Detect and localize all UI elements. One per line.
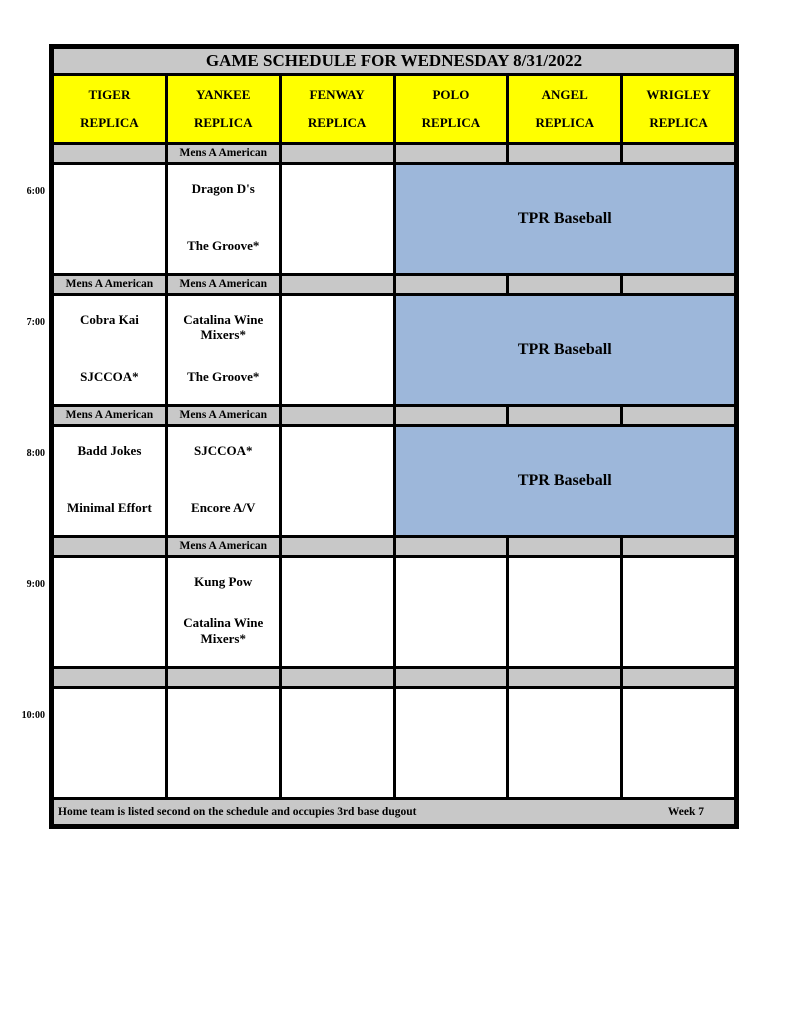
week-label: Week 7 <box>667 806 704 818</box>
time-label-6: 6:00 <box>26 186 45 197</box>
division-band-cell <box>54 669 165 686</box>
away-team: Cobra Kai <box>79 312 139 327</box>
game-cell-900-angel <box>509 558 620 666</box>
game-cell-900-polo <box>396 558 507 666</box>
division-band-cell: Mens A American <box>54 276 165 293</box>
game-cell-800-tiger <box>54 427 165 535</box>
footer-note: Home team is listed second on the schedule and occupies 3rd base dugout <box>58 806 417 818</box>
game-cell-900-yankee <box>168 558 279 666</box>
division-band-cell <box>509 276 620 293</box>
home-team: Encore A/V <box>191 499 256 515</box>
division-band-cell <box>54 145 165 162</box>
column-header-line2: REPLICA <box>307 115 367 130</box>
home-team: Catalina Wine Mixers* <box>183 615 264 646</box>
game-cell-1000-polo <box>396 689 507 797</box>
column-header-line1: WRIGLEY <box>646 87 711 102</box>
away-team: Dragon D's <box>191 181 255 196</box>
division-band-cell <box>509 669 620 686</box>
division-band-cell: Mens A American <box>168 407 279 424</box>
column-header-line2: REPLICA <box>535 115 594 130</box>
tpr-baseball-block-600: TPR Baseball <box>396 165 735 273</box>
home-team: The Groove* <box>187 237 260 253</box>
away-team: Catalina Wine Mixers* <box>183 312 264 343</box>
game-cell-1000-wrigley <box>623 689 734 797</box>
game-cell-800-fenway <box>282 427 393 535</box>
division-band-cell <box>282 669 393 686</box>
division-band-cell <box>396 145 507 162</box>
division-band-cell <box>623 407 734 424</box>
time-label-10: 10:00 <box>21 710 45 721</box>
division-band-cell: Mens A American <box>168 145 279 162</box>
division-band-cell <box>396 669 507 686</box>
division-band-cell <box>396 538 507 555</box>
column-header-line1: POLO <box>432 87 470 102</box>
division-band-cell <box>509 538 620 555</box>
column-header-line1: ANGEL <box>541 87 588 102</box>
division-band-cell <box>282 145 393 162</box>
game-cell-700-yankee <box>168 296 279 404</box>
game-cell-700-tiger <box>54 296 165 404</box>
home-team: Minimal Effort <box>66 499 152 515</box>
division-band-cell <box>509 407 620 424</box>
game-cell-600-yankee <box>168 165 279 273</box>
column-header-fenway <box>282 76 393 142</box>
column-header-line1: TIGER <box>88 87 131 102</box>
division-band-cell <box>282 538 393 555</box>
column-header-line1: YANKEE <box>196 87 251 102</box>
column-header-angel <box>509 76 620 142</box>
tpr-baseball-block-800: TPR Baseball <box>396 427 735 535</box>
game-cell-1000-fenway <box>282 689 393 797</box>
division-band-cell <box>623 538 734 555</box>
game-cell-800-yankee <box>168 427 279 535</box>
column-header-line2: REPLICA <box>649 115 708 130</box>
game-cell-700-fenway <box>282 296 393 404</box>
division-band-cell: Mens A American <box>168 276 279 293</box>
column-header-line2: REPLICA <box>193 115 253 130</box>
game-cell-600-tiger <box>54 165 165 273</box>
division-band-cell <box>396 407 507 424</box>
division-band-cell <box>623 276 734 293</box>
division-band-cell <box>168 669 279 686</box>
division-band-cell <box>54 538 165 555</box>
game-cell-900-wrigley <box>623 558 734 666</box>
game-cell-1000-yankee <box>168 689 279 797</box>
column-header-line2: REPLICA <box>80 115 139 130</box>
division-band-cell: Mens A American <box>54 407 165 424</box>
division-band-cell <box>282 407 393 424</box>
division-band-cell <box>509 145 620 162</box>
footer-bar <box>54 800 734 824</box>
game-cell-600-fenway <box>282 165 393 273</box>
game-cell-1000-angel <box>509 689 620 797</box>
column-header-tiger <box>54 76 165 142</box>
time-label-7: 7:00 <box>26 317 45 328</box>
schedule-table <box>49 44 739 829</box>
division-band-cell <box>623 145 734 162</box>
away-team: SJCCOA* <box>193 443 253 458</box>
schedule-title: GAME SCHEDULE FOR WEDNESDAY 8/31/2022 <box>54 49 734 73</box>
game-cell-900-tiger <box>54 558 165 666</box>
game-cell-900-fenway <box>282 558 393 666</box>
column-header-line2: REPLICA <box>421 115 481 130</box>
away-team: Badd Jokes <box>77 443 142 458</box>
column-header-wrigley <box>623 76 734 142</box>
column-header-line1: FENWAY <box>309 87 365 102</box>
game-cell-1000-tiger <box>54 689 165 797</box>
time-label-9: 9:00 <box>26 579 45 590</box>
away-team: Kung Pow <box>194 574 253 589</box>
division-band-cell <box>282 276 393 293</box>
home-team: SJCCOA* <box>80 368 139 384</box>
column-header-polo <box>396 76 507 142</box>
division-band-cell <box>623 669 734 686</box>
time-label-8: 8:00 <box>26 448 45 459</box>
division-band-cell: Mens A American <box>168 538 279 555</box>
column-header-yankee <box>168 76 279 142</box>
tpr-baseball-block-700: TPR Baseball <box>396 296 735 404</box>
home-team: The Groove* <box>187 368 260 384</box>
division-band-cell <box>396 276 507 293</box>
